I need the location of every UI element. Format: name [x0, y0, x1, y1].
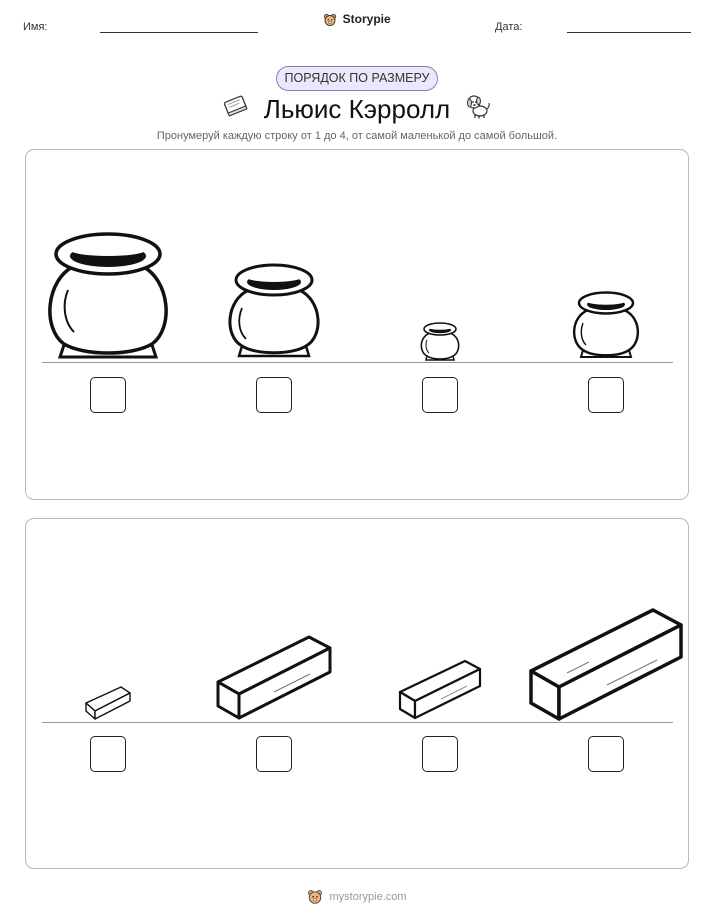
- answer-box[interactable]: [588, 736, 624, 772]
- block-largest: [527, 605, 685, 723]
- storypie-bear-icon: [323, 13, 337, 27]
- name-line[interactable]: [100, 32, 258, 33]
- date-label: Дата:: [495, 21, 523, 33]
- baseline-row-2: [42, 722, 673, 723]
- brand-name: Storypie: [342, 12, 391, 26]
- page-title: Льюис Кэрролл: [263, 94, 451, 124]
- answer-box[interactable]: [90, 736, 126, 772]
- block-smallest: [84, 685, 132, 721]
- answer-box[interactable]: [588, 377, 624, 413]
- instructions: Пронумеруй каждую строку от 1 до 4, от самой маленькой до самой большой.: [156, 130, 558, 142]
- baseline-row-1: [42, 362, 673, 363]
- dog-icon: [464, 92, 492, 120]
- block-large: [214, 632, 334, 722]
- brand-logo: [0, 12, 714, 27]
- pot-largest: [44, 230, 172, 362]
- pot-medium: [570, 290, 642, 362]
- block-medium: [397, 657, 483, 721]
- answer-box[interactable]: [422, 377, 458, 413]
- pot-large: [224, 262, 324, 362]
- footer-site[interactable]: mystorypie.com: [329, 890, 407, 903]
- pot-smallest: [419, 321, 461, 363]
- storypie-bear-icon: [307, 889, 323, 905]
- date-line[interactable]: [567, 32, 691, 33]
- activity-badge: ПОРЯДОК ПО РАЗМЕРУ: [276, 66, 438, 91]
- answer-box[interactable]: [256, 736, 292, 772]
- answer-box[interactable]: [90, 377, 126, 413]
- name-label: Имя:: [23, 21, 48, 33]
- answer-box[interactable]: [422, 736, 458, 772]
- answer-box[interactable]: [256, 377, 292, 413]
- footer: [0, 889, 714, 905]
